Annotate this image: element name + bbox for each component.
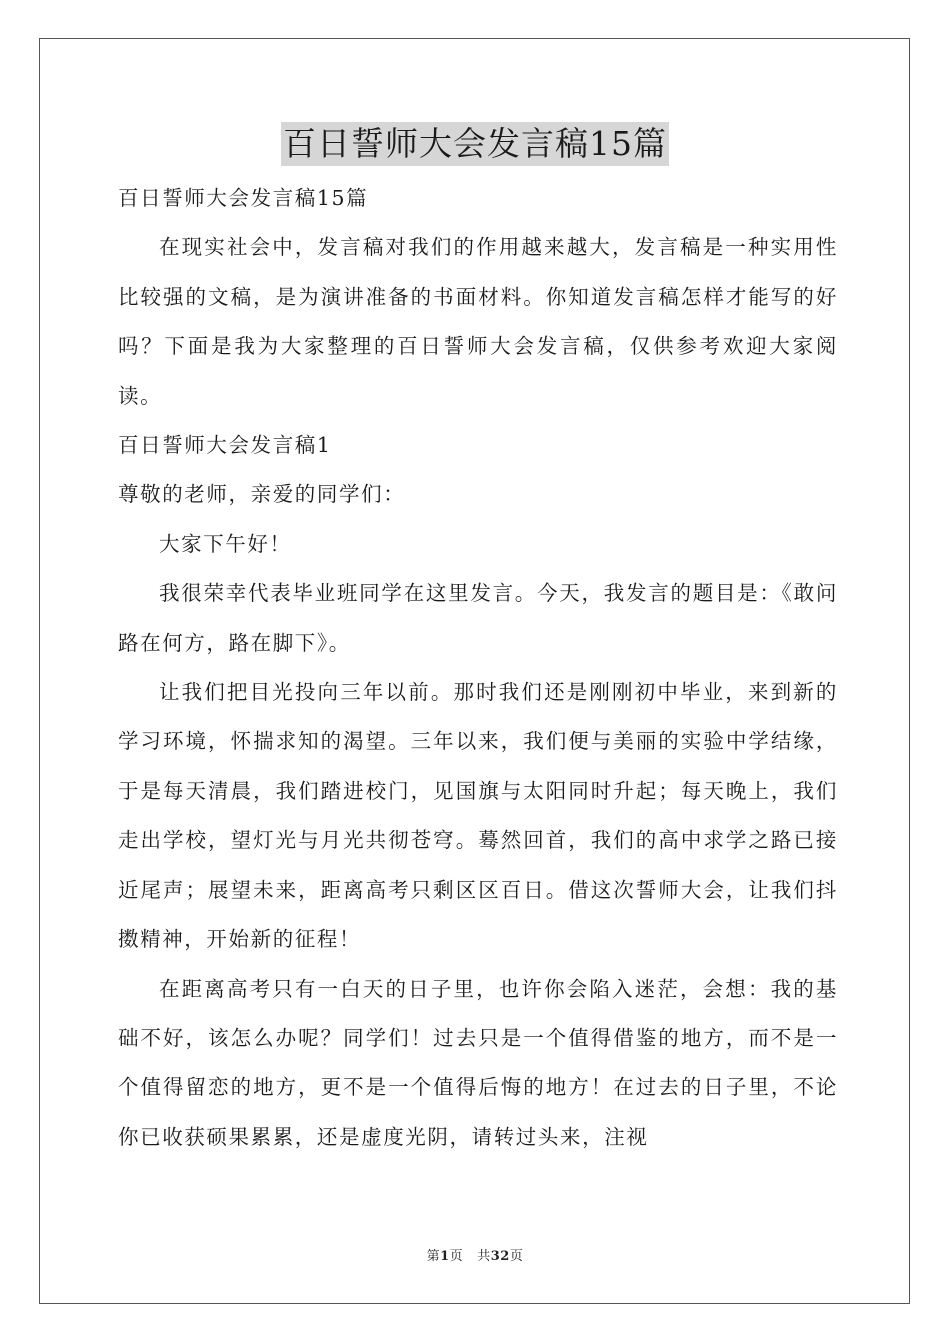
page-number: 第1页 [426,1249,464,1264]
document-body [118,174,838,1162]
section-heading: 百日誓师大会发言稿1 [118,433,332,458]
document-subtitle: 百日誓师大会发言稿15篇 [118,186,369,210]
body-paragraph: 让我们把目光投向三年以前。那时我们还是刚刚初中毕业，来到新的学习环境，怀揣求知的渴望。三年以来，我们便与美丽的实验中学结缘，于是每天清晨，我们踏进校门，见国旗与太阳同时升起；每天晚上，我们走出学校，望灯光与月光共彻苍穹。蓦然回首，我们的高中求学之路已接近尾声；展望未来，距离高考只剩区区百日。借这次誓师大会，让我们抖擞精神，开始新的征程！ [118,680,838,952]
page-total: 共32页 [477,1249,524,1264]
body-paragraph: 在距离高考只有一白天的日子里，也许你会陷入迷茫，会想：我的基础不好，该怎么办呢？同学们！过去只是一个值得借鉴的地方，而不是一个值得留恋的地方，更不是一个值得后悔的地方！在过去的日子里，不论你已收获硕果累累，还是虚度光阴，请转过头来，注视 [118,976,838,1149]
body-paragraph: 我很荣幸代表毕业班同学在这里发言。今天，我发言的题目是：《敢问路在何方，路在脚下》。 [118,581,838,655]
intro-paragraph: 在现实社会中，发言稿对我们的作用越来越大，发言稿是一种实用性比较强的文稿，是为演讲准备的书面材料。你知道发言稿怎样才能写的好吗？下面是我为大家整理的百日誓师大会发言稿，仅供参考欢迎大家阅读。 [118,235,838,408]
greeting: 大家下午好！ [159,531,292,556]
page-footer [0,1245,950,1264]
salutation: 尊敬的老师，亲爱的同学们： [118,482,406,507]
document-title-text: 百日誓师大会发言稿15篇 [281,122,669,166]
document-title [0,122,950,166]
